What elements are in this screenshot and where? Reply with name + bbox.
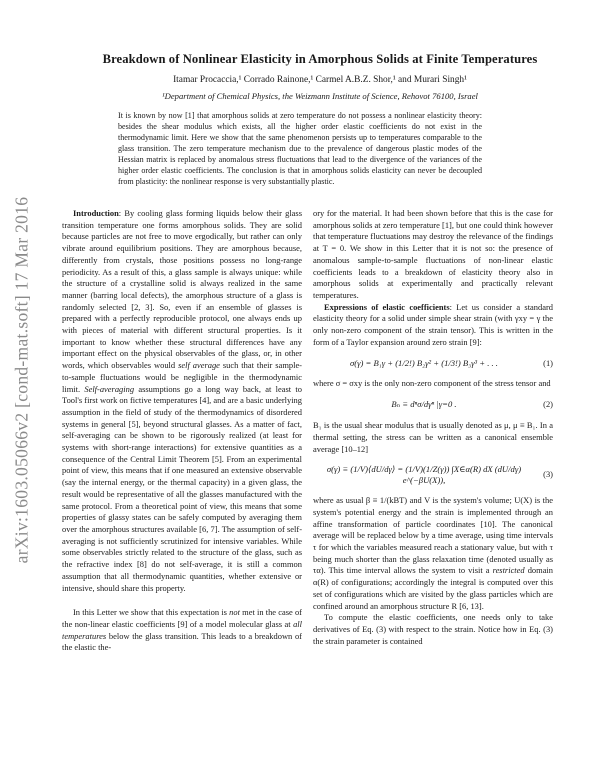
author-list: Itamar Procaccia,¹ Corrado Rainone,¹ Carmel A.B.Z. Shor,¹ and Murari Singh¹	[173, 75, 467, 85]
canonical-average-paragraph: where as usual β ≡ 1/(kBT) and V is the system's volume; U(X) is the system's potential energy and the strain is implemented through an affine transformation of particle coordinates [10]. The canonical average will be replaced below by a time average, using time intervals τ for which the variables measured reach a stationary value, but with τ being much shorter than the glass relaxation time (denoted usually as τα). This time interval allows the system to visit a restricted domain α(R) of configurations; accordingly the integral is computed over this set of configurations which are visited by the glass particles which are confined around an amorphous structure R [6, 13].	[313, 495, 553, 611]
paper-title: Breakdown of Nonlinear Elasticity in Amorphous Solids at Finite Temperatures	[102, 52, 538, 66]
equation-1-number: (1)	[543, 357, 553, 368]
elastic-coefficients-paragraph: Expressions of elastic coefficients: Let us consider a standard elasticity theory for a solid under simple shear strain (with γxy = γ the only non-zero component of the strain tensor). This is written in the form of a Taylor expansion around zero strain [9]:	[313, 301, 553, 347]
affiliation: ¹Department of Chemical Physics, the Weizmann Institute of Science, Rehovot 76100, Israel	[162, 91, 478, 101]
left-column	[62, 208, 302, 654]
equation-2	[313, 393, 553, 417]
equation-3-expression: σ(γ) ≡ (1/V)⟨dU/dγ⟩ = (1/V)(1/Z(γ)) ∫X∈α(R) dX (dU/dγ) e^(−βU(X)),	[326, 463, 522, 486]
equation-2-number: (2)	[543, 399, 553, 410]
arxiv-identifier-text: arXiv:1603.05066v2 [cond-mat.soft] 17 Mar 2016	[11, 196, 32, 564]
continuation-paragraph: ory for the material. It had been shown before that this is the case for amorphous solids at zero temperature [1], but one could think however that temperature fluctuations may destroy the relevance of the findings at T = 0. We show in this Letter that it is not so: the presence of anomalous sample-to-sample fluctuations of non-linear elastic coefficients leads to a breakdown of elasticity theory also in amorphous solids at experimentally and practically relevant temperatures.	[313, 208, 553, 300]
equation-3	[313, 458, 553, 492]
abstract: It is known by now [1] that amorphous solids at zero temperature do not possess a nonlinear elasticity theory: besides the shear modulus which exists, all the higher order elastic coefficients do not exist in the thermodynamic limit. Here we show that the same phenomenon persists up to temperatures comparable to the glass transition. The zero temperature mechanism due to the prevalence of dangerous plastic modes of the Hessian matrix is replaced by anomalous stress fluctuations that lead to the divergence of the variances of the higher order elastic coefficients. The conclusion is that in amorphous solids elasticity can never be decoupled from plasticity: the nonlinear response is very substantially plastic.	[118, 111, 482, 186]
equation-2-expression: Bₙ ≡ dⁿσ/dγⁿ |γ=0 .	[391, 399, 457, 410]
arxiv-identifier	[8, 160, 36, 600]
stress-tensor-paragraph: where σ = σxy is the only non-zero component of the stress tensor and	[313, 378, 551, 389]
intro-heading: Introduction	[73, 208, 119, 218]
right-column	[313, 208, 553, 647]
section-heading: Expressions of elastic coefficients	[324, 301, 450, 312]
derivatives-paragraph: To compute the elastic coefficients, one needs only to take derivatives of Eq. (3) with respect to the strain. Notice how in Eq. (3) the strain parameter is contained	[313, 612, 553, 646]
equation-1	[313, 351, 553, 375]
equation-1-expression: σ(γ) = B₁γ + (1/2!) B₂γ² + (1/3!) B₃γ³ + . . .	[350, 357, 498, 368]
shear-modulus-paragraph: B₁ is the usual shear modulus that is usually denoted as μ, μ ≡ B₁. In a thermal setting, the stress can be written as a canonical ensemble average [10–12]	[313, 420, 553, 454]
intro-paragraph: Introduction: By cooling glass forming liquids below their glass transition temperature one forms amorphous solids. They are solid because particles are not free to move ergodically, but rather can only vibrate around equilibrium positions. They are amorphous because, differently from crystals, those positions possess no long-range periodicity. As a result of this, a glass sample is always unique: while the structure of a crystalline solid is always realized in the same manner (barring local defects), the amorphous structure of a glass is randomly selected [2, 3]. So, even if an ensemble of glasses is prepared with a perfectly reproducible protocol, one always ends up with pieces of material with different structural properties. Is it important to know whether these structural differences have any important effect on the physical observables of the glass, or, in other words, which observables would self average such that their sample-to-sample fluctuations would be negligible in the thermodynamic limit. Self-averaging assumptions go a long way back, at least to Tool's first work on fictive temperatures [4], and are a basic underlying assumption in the field of study of the thermodynamics of disordered systems in general [5], beyond structural glasses. As a matter of fact, self-averaging can be shown to be rigorously realized (at least for systems with short-range interactions) for extensive quantities as a consequence of the Central Limit Theorem [5]. From an experimental point of view, this means that if one measured an extensive observable (say the internal energy, or the thermal capacity) in a given glass, the result would be representative of all the glasses manufactured with the same protocol. From a theoretical point of view, this means that some properties of glassy states can be safely computed by averaging them over the amorphous structures available [6, 7]. The assumption of self-averaging is not sufficiently scrutinized for intensive variables. While some observables strictly related to the structure of the glass, such as the refractive index [8] do not self-average, it is still a common assumption that all thermodynamic quantities, whether extensive or intensive, should share this property.	[62, 208, 302, 593]
equation-3-number: (3)	[543, 469, 553, 480]
letter-scope-paragraph: In this Letter we show that this expectation is not met in the case of the non-linear elastic coefficients [9] of a model molecular glass at all temperatures below the glass transition. This leads to a breakdown of the elastic the-	[62, 607, 302, 653]
